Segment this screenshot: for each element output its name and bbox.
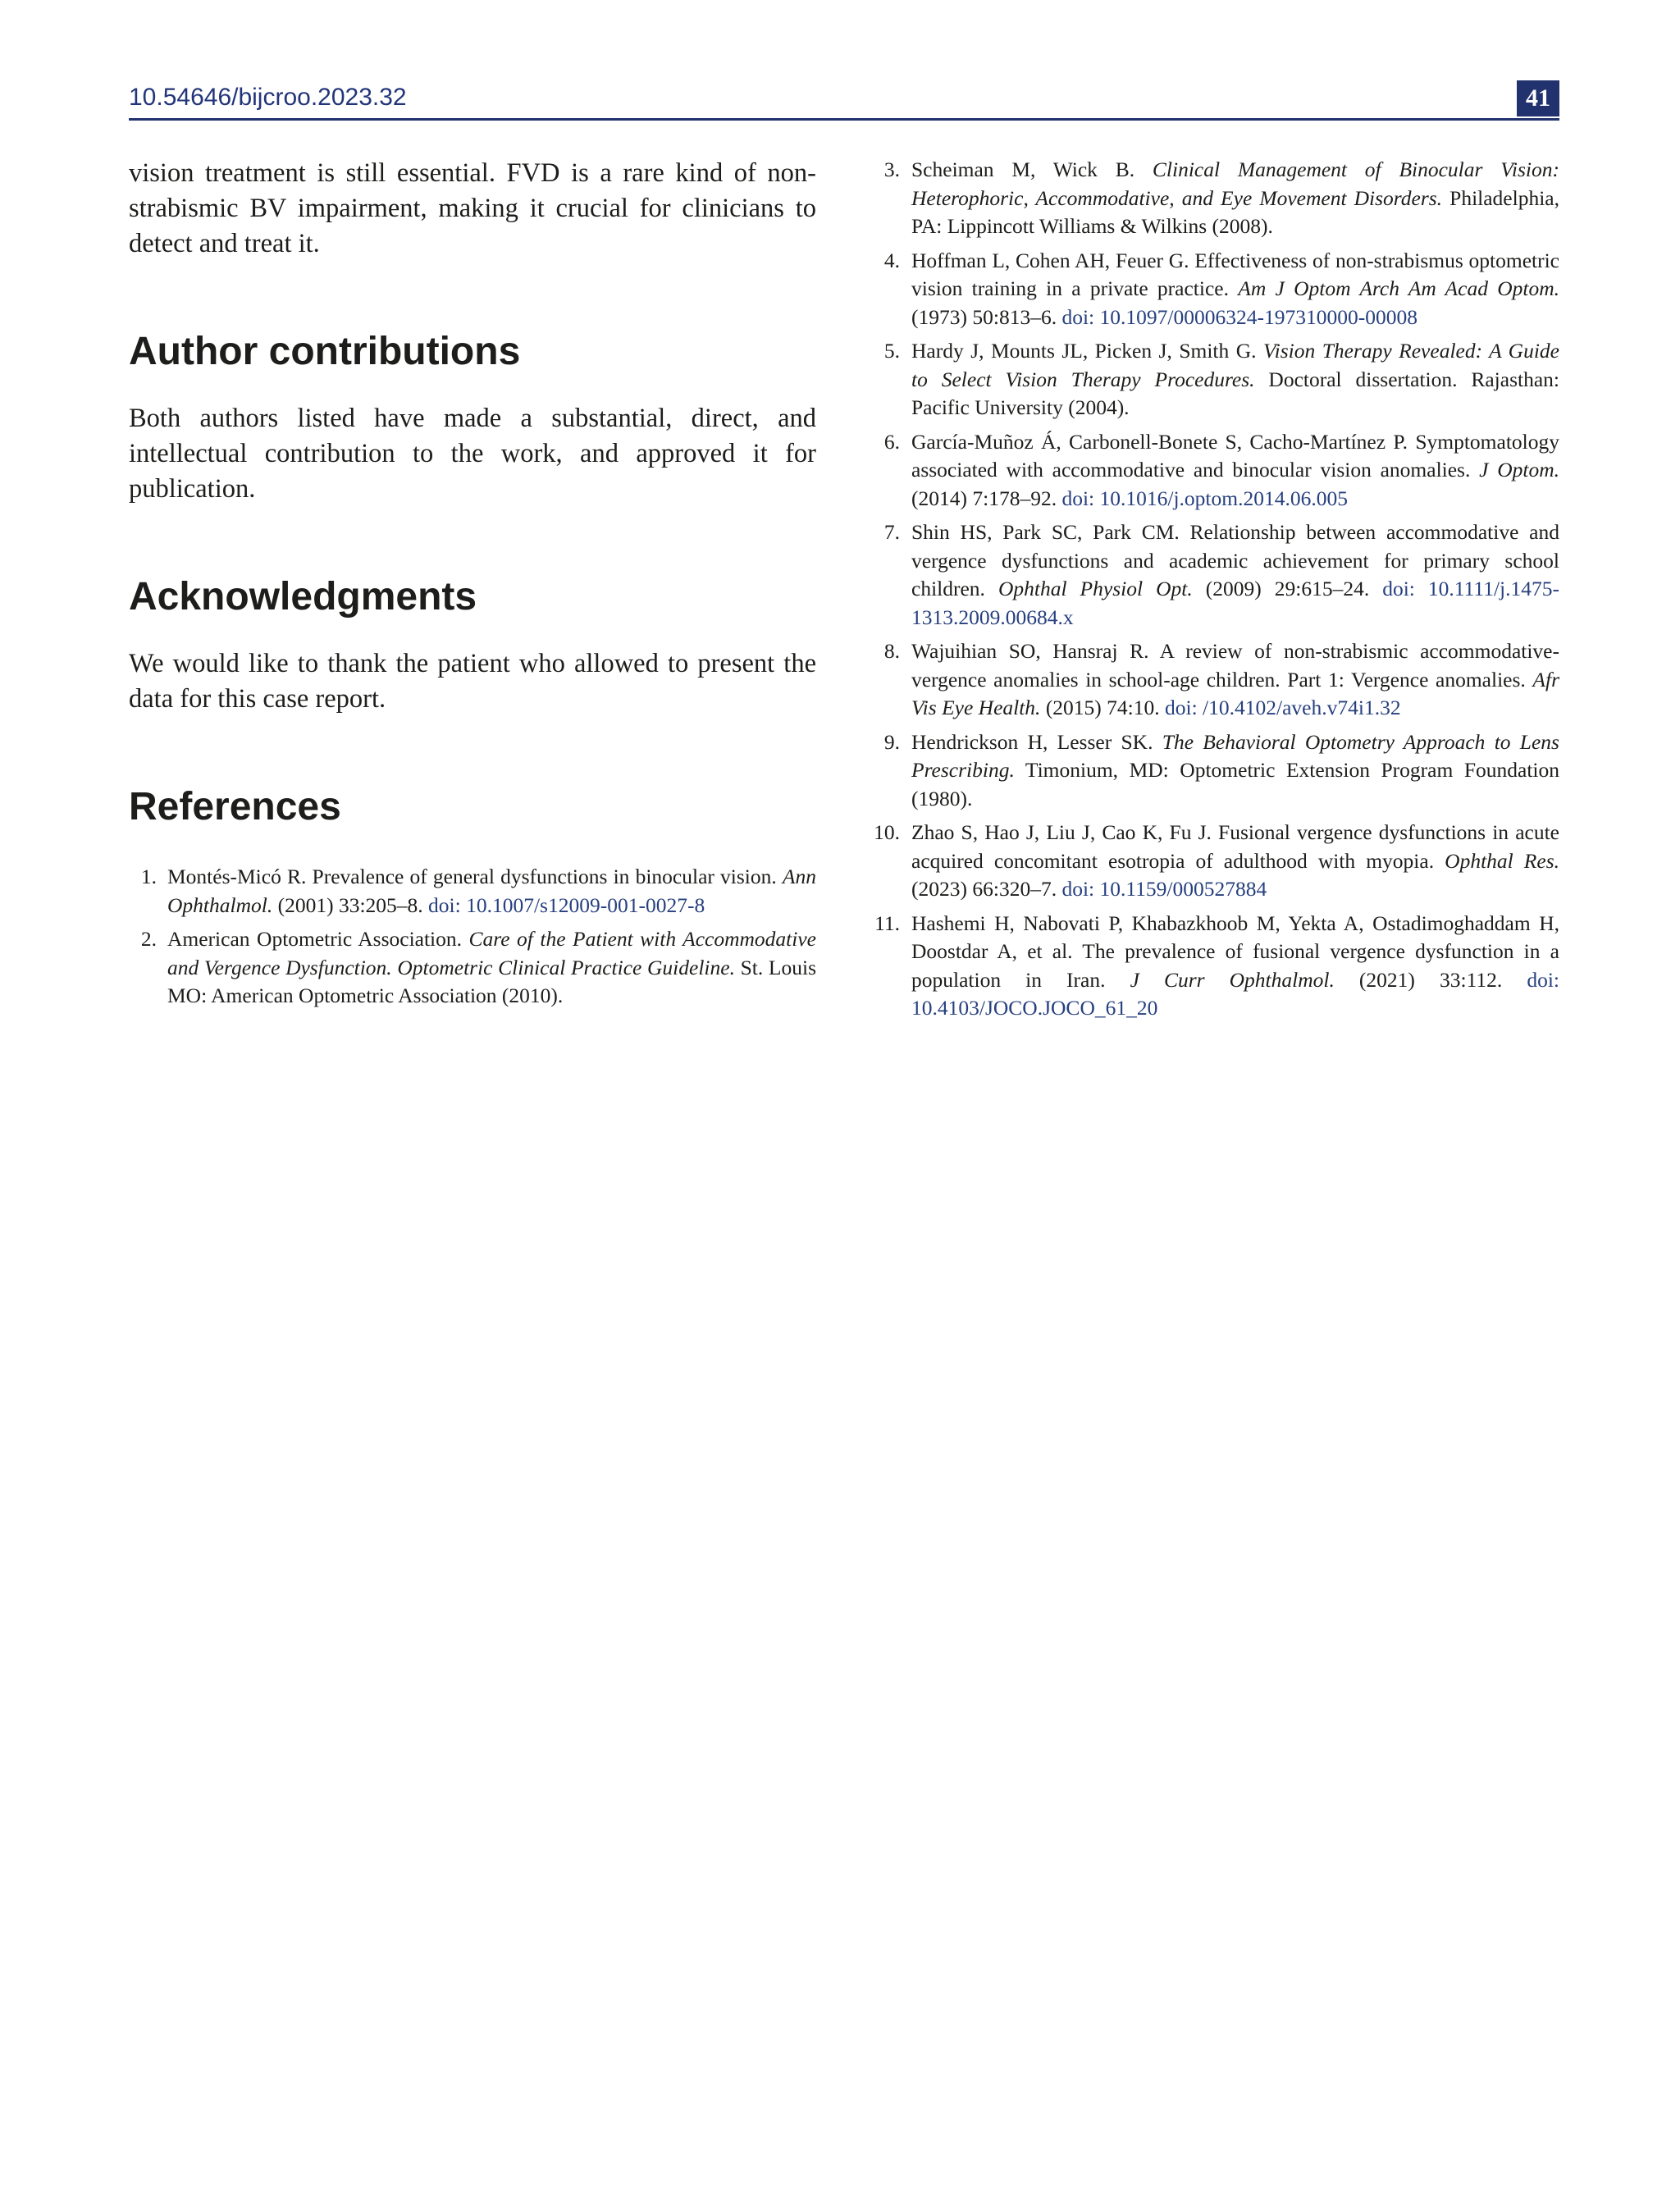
reference-number: 9.: [883, 729, 900, 754]
reference-item: 7. Shin HS, Park SC, Park CM. Relationship between accommodative and vergence dysfunctions and academic achievement for primary school children. Ophthal Physiol Opt. (2009) 29:615–24. doi: 10.1111/j.1475-1313.2009.00684.x: [862, 518, 1559, 632]
reference-list-right: [862, 156, 1559, 1023]
page-number: 41: [1517, 80, 1559, 116]
reference-number: 4.: [883, 248, 900, 272]
reference-number: 10.: [874, 820, 900, 844]
reference-doi-link[interactable]: doi: 10.1097/00006324-197310000-00008: [1061, 304, 1418, 329]
reference-item: 5. Hardy J, Mounts JL, Picken J, Smith G. Vision Therapy Revealed: A Guide to Select Vision Therapy Procedures. Doctoral dissertation. Rajasthan: Pacific University (2004).: [862, 337, 1559, 422]
reference-item: 11. Hashemi H, Nabovati P, Khabazkhoob M, Yekta A, Ostadimoghaddam H, Doostdar A, et al. The prevalence of fusional vergence dysfunction in a population in Iran. J Curr Ophthalmol. (2021) 33:112. doi: 10.4103/JOCO.JOCO_61_20: [862, 910, 1559, 1023]
references-heading: References: [129, 785, 341, 828]
reference-doi-link[interactable]: doi: 10.1159/000527884: [1061, 877, 1267, 901]
reference-doi-link[interactable]: doi: /10.4102/aveh.v74i1.32: [1165, 696, 1401, 719]
reference-number: 3.: [883, 157, 900, 181]
reference-number: 11.: [874, 911, 900, 935]
reference-doi-link[interactable]: doi: 10.1007/s12009-001-0027-8: [428, 892, 705, 917]
reference-number: 6.: [883, 429, 900, 454]
reference-doi-link[interactable]: doi: 10.4103/JOCO.JOCO_61_20: [911, 967, 1560, 1020]
reference-item: 4. Hoffman L, Cohen AH, Feuer G. Effectiveness of non-strabismus optometric vision training in a private practice. Am J Optom Arch Am Acad Optom. (1973) 50:813–6. doi: 10.1097/00006324-197310000-00008: [862, 247, 1559, 332]
reference-item: 6. García-Muñoz Á, Carbonell-Bonete S, Cacho-Martínez P. Symptomatology associated with accommodative and binocular vision anomalies. J Optom. (2014) 7:178–92. doi: 10.1016/j.optom.2014.06.005: [862, 428, 1559, 513]
reference-doi-link[interactable]: doi: 10.1016/j.optom.2014.06.005: [1061, 486, 1348, 510]
reference-doi-link[interactable]: doi: 10.1111/j.1475-1313.2009.00684.x: [911, 577, 1559, 629]
acknowledgments-heading: Acknowledgments: [129, 575, 477, 618]
header-doi[interactable]: 10.54646/bijcroo.2023.32: [129, 84, 407, 111]
reference-number: 7.: [883, 520, 900, 544]
left-column: [129, 156, 816, 1016]
reference-number: 2.: [140, 927, 157, 951]
reference-item: 2. American Optometric Association. Care of the Patient with Accommodative and Vergence Dysfunction. Optometric Clinical Practice Guideline. St. Louis MO: American Optometric Association (2010).: [129, 925, 816, 1011]
reference-item: 1. Montés-Micó R. Prevalence of general dysfunctions in binocular vision. Ann Ophthalmol. (2001) 33:205–8. doi: 10.1007/s12009-001-0027-8: [129, 863, 816, 920]
reference-number: 1.: [140, 865, 157, 888]
right-column: [862, 156, 1559, 1029]
reference-number: 5.: [883, 339, 900, 363]
reference-number: 8.: [883, 639, 900, 663]
author-contributions-text: Both authors listed have made a substantial, direct, and intellectual contribution to the work, and approved it for publication.: [129, 404, 816, 504]
reference-item: 8. Wajuihian SO, Hansraj R. A review of non-strabismic accommodative-vergence anomalies in school-age children. Part 1: Vergence anomalies. Afr Vis Eye Health. (2015) 74:10. doi: /10.4102/aveh.v74i1.32: [862, 637, 1559, 723]
reference-item: 3. Scheiman M, Wick B. Clinical Management of Binocular Vision: Heterophoric, Accommodative, and Eye Movement Disorders. Philadelphia, PA: Lippincott Williams & Wilkins (2008).: [862, 156, 1559, 241]
reference-list-left: [129, 863, 816, 1011]
acknowledgments-text: We would like to thank the patient who allowed to present the data for this case report.: [129, 649, 816, 714]
intro-paragraph: vision treatment is still essential. FVD is a rare kind of non-strabismic BV impairment, making it crucial for clinicians to detect and treat it.: [129, 158, 816, 258]
author-contributions-heading: Author contributions: [129, 330, 521, 373]
reference-item: 9. Hendrickson H, Lesser SK. The Behavioral Optometry Approach to Lens Prescribing. Timonium, MD: Optometric Extension Program Foundation (1980).: [862, 728, 1559, 814]
page-header: [129, 80, 1559, 121]
reference-item: 10. Zhao S, Hao J, Liu J, Cao K, Fu J. Fusional vergence dysfunctions in acute acquired concomitant esotropia of adulthood with myopia. Ophthal Res. (2023) 66:320–7. doi: 10.1159/000527884: [862, 819, 1559, 904]
